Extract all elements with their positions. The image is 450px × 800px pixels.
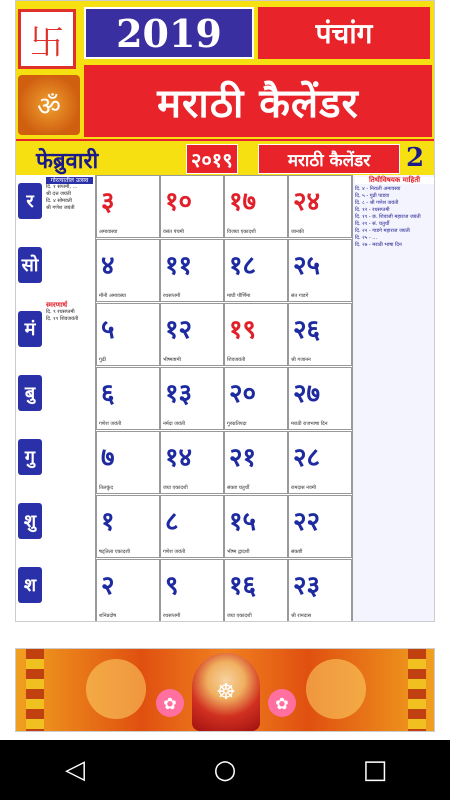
calendar-grid [16,175,435,621]
weekday-monday: सो [18,247,42,283]
weekday-sunday: र [18,183,42,219]
date-cell-14[interactable] [160,431,224,494]
date-number: २६ [293,315,321,345]
date-cell-28[interactable] [288,431,352,494]
date-cell-1[interactable] [96,495,160,558]
date-number: २४ [293,187,321,217]
date-number: ४ [101,251,115,281]
weekday-wednesday: बु [18,375,42,411]
calendar-label: मराठी कैलेंडर [258,144,400,174]
tithi-info-line: दि. ४ - निराली अमावस्या [355,186,401,192]
pillar-right [408,649,426,732]
date-note: गणेश जयंती [163,549,186,555]
date-cell-17[interactable] [224,175,288,238]
calendar-page[interactable] [15,0,435,622]
date-cell-7[interactable] [96,431,160,494]
date-number: २ [101,571,115,601]
date-cell-25[interactable] [288,239,352,302]
weekday-friday: शु [18,503,42,539]
weekday-tuesday: मं [18,311,42,347]
date-cell-3[interactable] [96,175,160,238]
date-cell-13[interactable] [160,367,224,430]
date-note: मराठी राजभाषा दिन [291,421,328,427]
date-note: रथसप्तमी [163,613,181,619]
date-note: षट्तिला एकादशी [99,549,131,555]
date-cell-11[interactable] [160,239,224,302]
tithi-info-line: दि. ८ - श्री गणेश जयंती [355,200,399,206]
date-note: रामदास नवमी [291,485,317,491]
date-note: जानकी [291,229,304,235]
back-icon[interactable]: ◁ [65,755,85,785]
calendar-header [16,1,435,139]
home-icon[interactable]: ○ [213,755,237,785]
tithi-info-line: दि. २७ - मराठी भाषा दिन [355,242,402,248]
tithi-info-heading: तिथीविषयक माहिती [355,177,434,184]
lotus-icon: ✿ [156,689,184,717]
date-note: गुरुप्रतिपदा [227,421,247,427]
date-note: मौनी अमावस्या [99,293,126,299]
date-note: रथसप्तमी [163,293,181,299]
date-number: ५ [101,315,115,345]
goddess-image: ☸ [192,653,260,731]
date-number: २१ [229,443,257,473]
year-label: 2019 [84,7,254,59]
date-number: २५ [293,251,321,281]
date-number: १० [165,187,193,217]
tithi-info-line: दि. १२ - रथसप्तमी [355,207,390,213]
date-number: ३ [101,187,115,217]
date-note: श्री गजानन [291,357,311,363]
tithi-info-line: दि. २१ - सं. चतुर्थी [355,221,390,227]
date-number: १ [101,507,115,537]
date-cell-26[interactable] [288,303,352,366]
date-number: २८ [293,443,321,473]
month-bar [16,139,435,175]
recent-apps-icon[interactable]: □ [362,755,388,785]
calendar-title: मराठी कैलेंडर [84,65,432,137]
date-cell-5[interactable] [96,303,160,366]
date-cell-22[interactable] [288,495,352,558]
date-note: वसंत पंचमी [163,229,184,235]
date-number: ८ [165,507,179,537]
festival-note: श्री दत्त जयंती [46,191,71,197]
date-note: संत गाडगे [291,293,309,299]
lotus-icon: ✿ [268,689,296,717]
date-number: १९ [229,315,257,345]
tithi-info-line: दि. १९ - छ. शिवाजी महाराज जयंती [355,214,421,220]
date-number: ९ [165,571,179,601]
tithi-info-line: दि. ५ - गुढी पाडवा [355,193,390,199]
date-note: संकष्टी [291,549,303,555]
date-note: संकष्ट चतुर्थी [227,485,250,491]
pillar-left [26,649,44,732]
date-cell-16[interactable] [224,559,288,622]
date-cell-4[interactable] [96,239,160,302]
tithi-info-line: दि. २५ - ... [355,235,378,241]
festival-note: दि. ९ रथसप्तमी [46,309,75,315]
date-note: जया एकादशी [163,485,188,491]
tithi-info-line: दि. २२ - गाडगे महाराज जयंती [355,228,410,234]
festival-notes-column [44,175,96,621]
date-cell-6[interactable] [96,367,160,430]
month-name: फेब्रुवारी [36,148,99,174]
date-note: अमावास्या [99,229,118,235]
date-number: १५ [229,507,257,537]
date-number: ७ [101,443,115,473]
date-cell-20[interactable] [224,367,288,430]
remember-label: स्मरणार्थ [46,301,68,309]
festival-note: दि. १ सप्तमी, ... [46,184,78,190]
date-note: श्री रामदास [291,613,312,619]
date-note: शिवजयंती [227,357,246,363]
date-number: १३ [165,379,193,409]
ganesh-image: ॐ [18,75,80,135]
date-number: १४ [165,443,193,473]
date-cell-19[interactable] [224,303,288,366]
swastik-logo: 卐 [18,9,76,69]
date-cell-24[interactable] [288,175,352,238]
date-note: जया एकादशी [227,613,252,619]
date-note: माघी पौर्णिमा [227,293,251,299]
month-number: 2 [406,143,425,173]
date-number: १८ [229,251,257,281]
date-number: १६ [229,571,257,601]
date-cell-12[interactable] [160,303,224,366]
date-number: २७ [293,379,321,409]
date-cell-8[interactable] [160,495,224,558]
goddess-banner [15,648,435,732]
date-note: शनिप्रदोष [99,613,117,619]
date-cell-15[interactable] [224,495,288,558]
date-cell-10[interactable] [160,175,224,238]
banner-glow [306,659,366,719]
date-cell-9[interactable] [160,559,224,622]
panchang-label: पंचांग [258,7,430,59]
date-cell-21[interactable] [224,431,288,494]
weekday-thursday: गु [18,439,42,475]
date-cell-27[interactable] [288,367,352,430]
android-nav-bar [0,740,450,800]
year-marathi: २०१९ [186,144,238,174]
date-number: ११ [165,251,193,281]
date-cell-23[interactable] [288,559,352,622]
banner-glow [86,659,146,719]
festival-notes-title: गोरत्यातील उत्सव [46,177,93,184]
date-cell-2[interactable] [96,559,160,622]
date-note: गणेश जयंती [99,421,122,427]
date-note: विजया एकादशी [227,229,256,235]
date-number: १२ [165,315,193,345]
festival-note: दि. १९ शिवजयंती [46,316,79,322]
date-note: भीष्माष्टमी [163,357,181,363]
date-number: २० [229,379,257,409]
festival-note: श्री गणेश जयंती [46,205,75,211]
weekday-column [16,175,44,621]
tithi-info-panel [352,175,435,621]
date-number: २३ [293,571,321,601]
date-number: १७ [229,187,257,217]
festival-note: दि. ४ सोमवती [46,198,72,204]
date-note: नर्मदा जयंती [163,421,186,427]
weekday-saturday: श [18,567,42,603]
date-note: गुढी [99,357,106,363]
date-number: ६ [101,379,115,409]
date-note: भीष्म द्वादशी [227,549,250,555]
date-cell-18[interactable] [224,239,288,302]
date-note: तिलकुंद [99,485,114,491]
date-number: २२ [293,507,321,537]
